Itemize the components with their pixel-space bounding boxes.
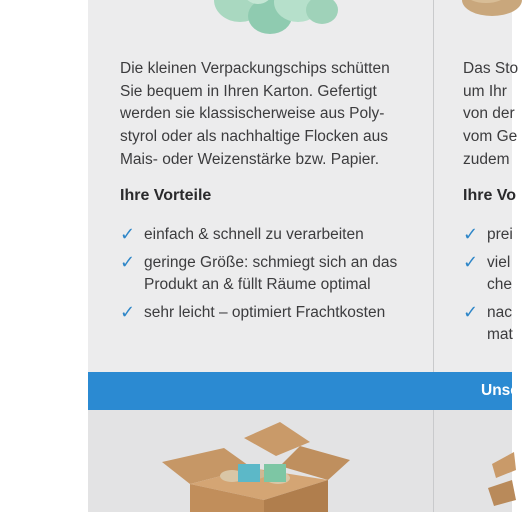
benefit-item bbox=[463, 224, 512, 246]
paper-padding-image bbox=[456, 0, 516, 20]
benefit-text: prei bbox=[487, 226, 513, 243]
cardboard-box-image bbox=[160, 420, 352, 512]
checkmark-icon: ✓ bbox=[120, 224, 136, 244]
packing-chips-image bbox=[200, 0, 350, 42]
benefit-item bbox=[120, 252, 420, 296]
benefit-text: Produkt an & füllt Räume optimal bbox=[144, 276, 371, 293]
benefits-heading: Ihre Vorteile bbox=[120, 187, 212, 204]
benefit-item bbox=[463, 252, 512, 296]
checkmark-icon: ✓ bbox=[463, 302, 479, 322]
benefit-text: nac bbox=[487, 304, 512, 321]
paper-padding-description bbox=[463, 58, 523, 172]
benefit-text: che bbox=[487, 276, 512, 293]
description-line: styrol oder als nachhaltige Flocken aus bbox=[120, 128, 388, 146]
benefits-list bbox=[120, 224, 420, 330]
benefit-text: mat bbox=[487, 326, 513, 343]
description-line: Mais- oder Weizenstärke bzw. Papier. bbox=[120, 150, 380, 168]
description-line: Sie bequem in Ihren Karton. Gefertigt bbox=[120, 82, 377, 100]
packing-chips-description bbox=[120, 58, 420, 172]
checkmark-icon: ✓ bbox=[120, 302, 136, 322]
cardboard-box-image-right bbox=[486, 450, 516, 512]
description-line: werden sie klassischerweise aus Poly- bbox=[120, 105, 385, 123]
benefit-text: einfach & schnell zu verarbeiten bbox=[144, 226, 364, 243]
checkmark-icon: ✓ bbox=[463, 252, 479, 272]
section-banner bbox=[88, 372, 512, 410]
benefits-list-right bbox=[463, 224, 512, 352]
description-line: um Ihr bbox=[463, 82, 507, 100]
description-line: zudem bbox=[463, 150, 510, 168]
checkmark-icon: ✓ bbox=[463, 224, 479, 244]
benefits-heading-right: Ihre Vo bbox=[463, 187, 517, 204]
benefit-text: viel bbox=[487, 254, 511, 271]
benefit-text: geringe Größe: schmiegt sich an das bbox=[144, 254, 398, 271]
description-line: Das Sto bbox=[463, 60, 519, 77]
banner-heading: Unse bbox=[481, 382, 519, 399]
benefit-item bbox=[120, 302, 420, 324]
description-line: von der bbox=[463, 105, 515, 123]
benefit-item bbox=[120, 224, 420, 246]
checkmark-icon: ✓ bbox=[120, 252, 136, 272]
benefit-text: sehr leicht – optimiert Frachtkosten bbox=[144, 304, 386, 321]
description-line: Die kleinen Verpackungschips schütten bbox=[120, 60, 390, 77]
benefit-item bbox=[463, 302, 512, 346]
description-line: vom Ge bbox=[463, 128, 518, 146]
